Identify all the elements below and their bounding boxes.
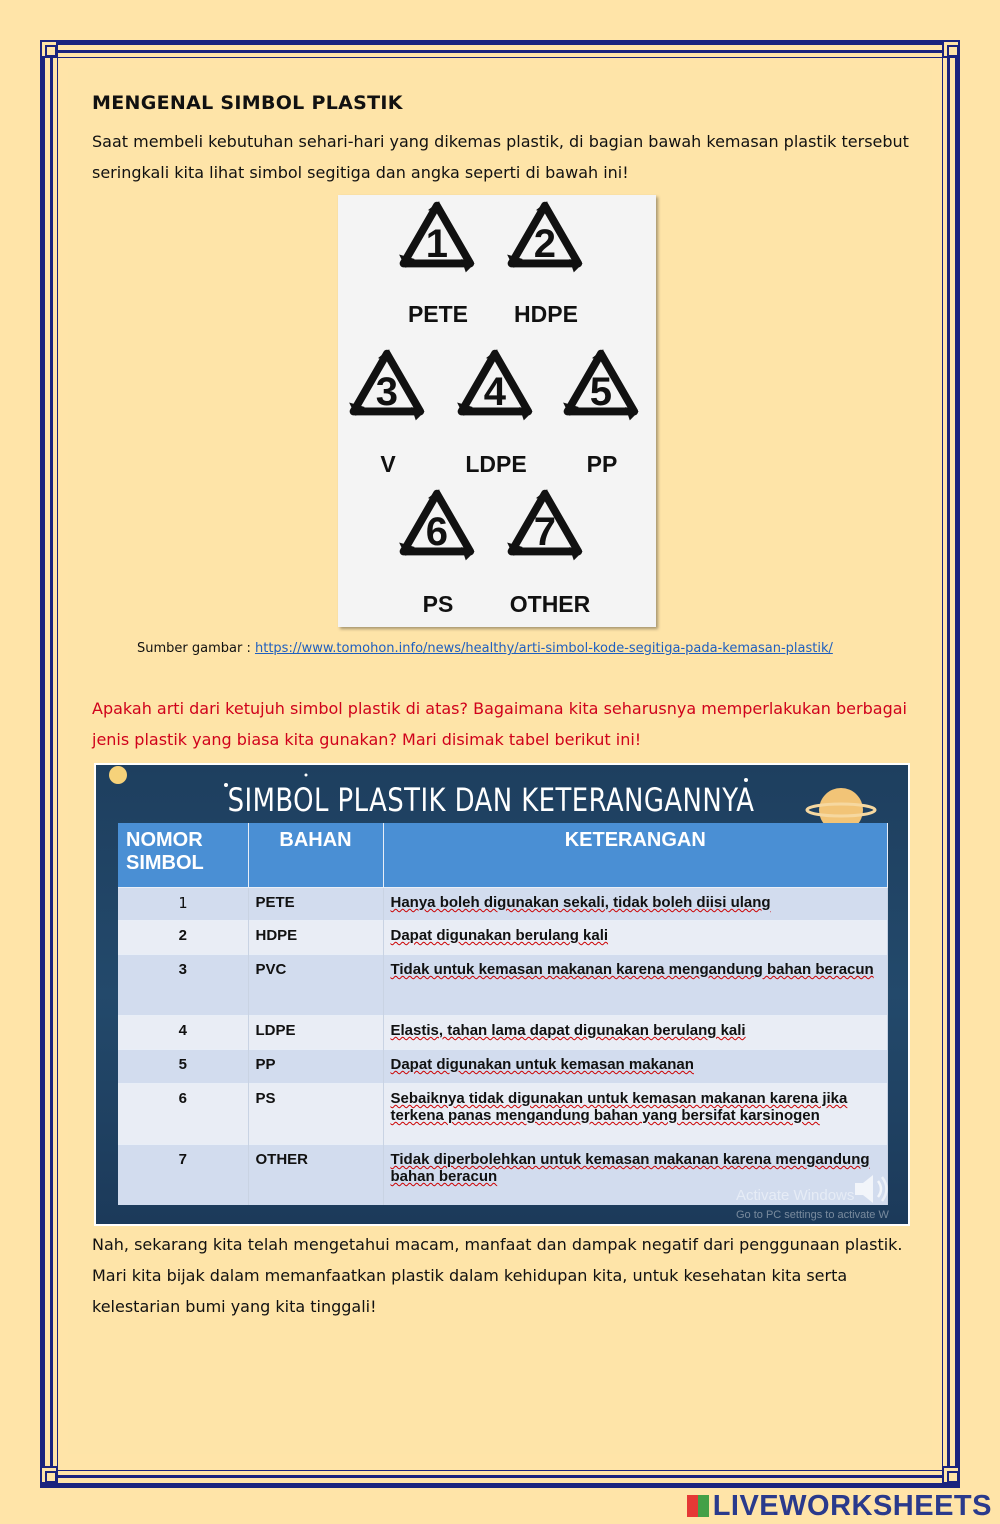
cell-bahan: PS: [248, 1084, 383, 1145]
cell-keterangan: Dapat digunakan untuk kemasan makanan: [383, 1050, 888, 1084]
corner-ornament: [942, 1466, 960, 1484]
symbol-1: [388, 199, 488, 327]
table-row: [118, 921, 888, 955]
cell-keterangan: Tidak untuk kemasan makanan karena mengandung bahan beracun: [383, 955, 888, 1016]
symbol-number: 3: [375, 369, 399, 414]
cell-bahan: PP: [248, 1050, 383, 1084]
speaker-icon[interactable]: [851, 1169, 891, 1209]
symbol-6: [388, 487, 488, 617]
activate-windows-watermark: Activate Windows: [736, 1187, 855, 1204]
symbol-number: 6: [425, 509, 449, 554]
table-row: [118, 1016, 888, 1050]
cell-num: 7: [118, 1145, 248, 1205]
symbol-number: 4: [483, 369, 507, 414]
recycling-symbols-image: [338, 195, 656, 627]
source-prefix: Sumber gambar :: [137, 641, 255, 656]
intro-paragraph: Saat membeli kebutuhan sehari-hari yang dikemas plastik, di bagian bawah kemasan plastik tersebut seringkali kita lihat simbol segitiga dan angka seperti di bawah ini!: [92, 132, 909, 182]
table-row: [118, 1050, 888, 1084]
symbol-number: 7: [533, 509, 557, 554]
cell-bahan: PETE: [248, 888, 383, 921]
cell-keterangan: Elastis, tahan lama dapat digunakan berulang kali: [383, 1016, 888, 1050]
image-source: [137, 641, 833, 656]
cell-num: 4: [118, 1016, 248, 1050]
table-row: [118, 955, 888, 1016]
cell-num: 1: [118, 888, 248, 921]
liveworksheets-logo-icon: [687, 1495, 709, 1517]
symbol-label: OTHER: [509, 591, 591, 617]
cell-keterangan: Hanya boleh digunakan sekali, tidak boleh diisi ulang: [383, 888, 888, 921]
cell-bahan: HDPE: [248, 921, 383, 955]
symbol-number: 5: [589, 369, 613, 414]
header-bahan: BAHAN: [248, 823, 383, 888]
corner-ornament: [40, 1466, 58, 1484]
corner-ornament: [40, 40, 58, 58]
symbol-label: LDPE: [465, 451, 527, 477]
symbol-number: 2: [533, 221, 557, 266]
brand-text: LIVEWORKSHEETS: [712, 1490, 992, 1522]
table-row: [118, 1084, 888, 1145]
source-link[interactable]: https://www.tomohon.info/news/healthy/arti-simbol-kode-segitiga-pada-kemasan-plastik/: [254, 641, 833, 656]
symbol-label: PS: [422, 591, 454, 617]
symbol-label: V: [380, 451, 396, 477]
closing-paragraph: Nah, sekarang kita telah mengetahui macam, manfaat dan dampak negatif dari penggunaan plastik. Mari kita bijak dalam memanfaatkan plastik dalam kehidupan kita, untuk kesehatan kita serta kelestarian bumi yang kita tinggali!: [92, 1235, 903, 1316]
symbol-label: PP: [586, 451, 618, 477]
symbol-label: PETE: [407, 301, 469, 327]
cell-keterangan: Tidak diperbolehkan untuk kemasan makanan karena mengandung bahan beracun: [383, 1145, 888, 1205]
plastic-table-image: [94, 763, 910, 1226]
header-nomor: NOMOR SIMBOL: [118, 823, 248, 888]
cell-bahan: OTHER: [248, 1145, 383, 1205]
symbol-number: 1: [425, 221, 449, 266]
table-title: SIMBOL PLASTIK DAN KETERANGANNYA: [227, 781, 755, 819]
question-paragraph: Apakah arti dari ketujuh simbol plastik di atas? Bagaimana kita seharusnya memperlakukan berbagai jenis plastik yang biasa kita gunakan? Mari disimak tabel berikut ini!: [92, 699, 907, 749]
cell-keterangan: Dapat digunakan berulang kali: [383, 921, 888, 955]
symbol-5: [552, 347, 652, 477]
header-keterangan: KETERANGAN: [383, 823, 888, 888]
activate-windows-subtext: Go to PC settings to activate W: [736, 1209, 889, 1221]
table-row: [118, 888, 888, 921]
cell-bahan: LDPE: [248, 1016, 383, 1050]
plastic-symbol-table: [118, 823, 888, 1205]
cell-num: 5: [118, 1050, 248, 1084]
liveworksheets-brand[interactable]: [687, 1490, 992, 1523]
cell-num: 6: [118, 1084, 248, 1145]
corner-ornament: [942, 40, 960, 58]
symbol-7: [496, 487, 596, 617]
symbol-3: [338, 347, 438, 477]
symbol-2: [496, 199, 596, 327]
symbol-4: [446, 347, 546, 477]
cell-keterangan: Sebaiknya tidak digunakan untuk kemasan makanan karena jika terkena panas mengandung bahan yang bersifat karsinogen: [383, 1084, 888, 1145]
cell-num: 3: [118, 955, 248, 1016]
cell-bahan: PVC: [248, 955, 383, 1016]
symbol-label: HDPE: [514, 301, 578, 327]
page-title: MENGENAL SIMBOL PLASTIK: [92, 92, 403, 114]
cell-num: 2: [118, 921, 248, 955]
